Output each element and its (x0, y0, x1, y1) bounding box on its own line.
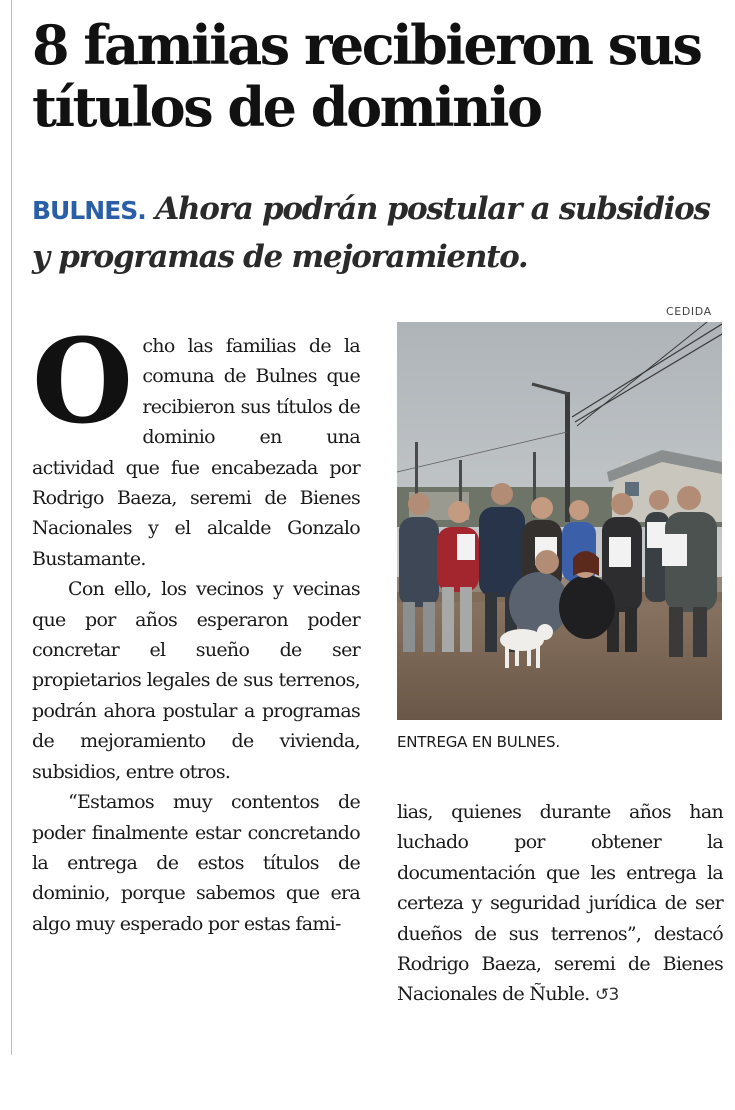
body-column-right (397, 797, 723, 1011)
subheadline (32, 186, 727, 280)
body-paragraph-3: “Estamos muy contentos de poder finalmente estar concretando la entrega de estos títulos de dominio, porque sabemos que era algo muy esperado por estas fami- (32, 791, 360, 935)
body-paragraph-1 (32, 314, 360, 574)
photo-credit: CEDIDA (666, 305, 712, 318)
paragraph-3-continued-text: lias, quienes durante años han luchado por obtener la documentación que les entrega la certeza y seguridad jurídica de ser dueños de sus terrenos”, destacó Rodrigo Baeza, seremi de Bienes Nacionales de Ñuble. (397, 801, 723, 1006)
left-column-rule (11, 0, 12, 1055)
article-photo (397, 322, 722, 720)
body-column-left (32, 314, 360, 939)
body-paragraph-2: Con ello, los vecinos y vecinas que por años esperaron poder concretar el sueño de ser propietarios legales de sus terrenos, podrán ahora postular a programas de mejoramiento de vivienda, subsidios, entre otros. (32, 578, 360, 783)
body-paragraph-3-continued (397, 797, 723, 1011)
end-mark-icon: ↺3 (594, 985, 619, 1006)
paragraph-1-text: cho las familias de la comuna de Bulnes que recibieron sus títulos de dominio en una actividad que fue encabezada por Rodrigo Baeza, seremi de Bienes Nacionales y el alcalde Gonzalo Bustamante. (32, 335, 360, 570)
headline: 8 famiias recibieron sus títulos de dominio (32, 13, 701, 139)
location-kicker: BULNES. (32, 196, 146, 225)
subhead-text: Ahora podrán postular a subsidios y programas de mejoramiento. (32, 191, 710, 275)
photo-caption: ENTREGA EN BULNES. (397, 733, 560, 751)
drop-cap: O (32, 314, 133, 450)
